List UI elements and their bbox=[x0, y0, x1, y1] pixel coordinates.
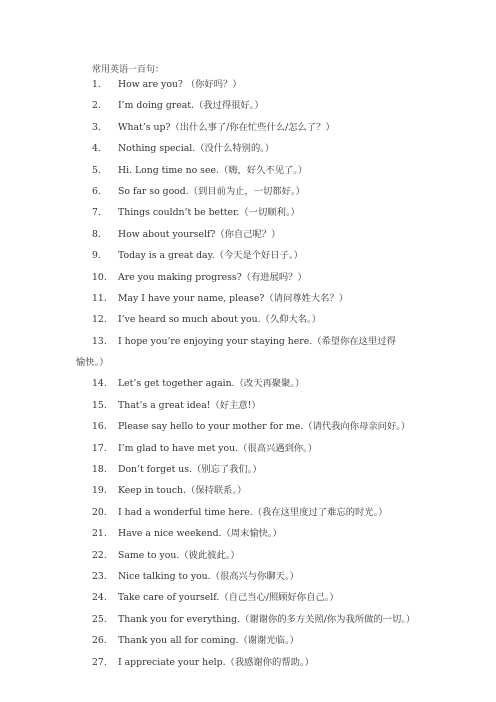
list-item bbox=[0, 186, 496, 207]
list-item bbox=[0, 657, 496, 678]
list-item bbox=[0, 143, 496, 164]
item-number: 27. bbox=[92, 656, 107, 668]
list-item bbox=[0, 464, 496, 485]
list-item bbox=[0, 421, 496, 442]
item-number: 10. bbox=[92, 271, 107, 283]
item-number: 24. bbox=[92, 592, 107, 604]
item-text: Have a nice weekend.（周末愉快。） bbox=[118, 528, 282, 540]
item-number: 20. bbox=[92, 506, 107, 518]
item-number: 17. bbox=[92, 442, 107, 454]
list-item bbox=[0, 229, 496, 250]
item-number: 5. bbox=[92, 164, 101, 176]
item-text: I had a wonderful time here.（我在这里度过了难忘的时光。） bbox=[118, 506, 388, 518]
item-number: 13. bbox=[92, 335, 107, 347]
item-text: Don’t forget us.（别忘了我们。） bbox=[118, 464, 262, 476]
list-item bbox=[0, 635, 496, 656]
item-number: 23. bbox=[92, 571, 107, 582]
list-item bbox=[0, 507, 496, 528]
list-item bbox=[0, 314, 496, 335]
item-text: Today is a great day.（今天是个好日子。） bbox=[118, 250, 303, 262]
list-item bbox=[0, 165, 496, 186]
item-text: Things couldn’t be better.（一切顺利。） bbox=[118, 207, 300, 219]
item-text: Please say hello to your mother for me.（请代我向你母亲问好。） bbox=[118, 421, 411, 433]
item-text: Same to you.（彼此彼此。） bbox=[118, 549, 240, 561]
item-number: 3. bbox=[92, 121, 101, 133]
item-text: Take care of yourself.（自己当心/照顾好你自己。） bbox=[118, 592, 339, 604]
list-item bbox=[0, 250, 496, 271]
item-number: 16. bbox=[92, 421, 107, 433]
item-text: What’s up?（出什么事了/你在忙些什么/怎么了？） bbox=[118, 121, 335, 133]
list-item bbox=[0, 592, 496, 613]
list-item bbox=[0, 272, 496, 293]
list-item bbox=[0, 336, 496, 379]
list-item bbox=[0, 122, 496, 143]
item-number: 26. bbox=[92, 635, 107, 647]
item-number: 25. bbox=[92, 613, 107, 625]
list-item bbox=[0, 550, 496, 571]
item-number: 21. bbox=[92, 528, 107, 540]
item-text: I’m doing great.（我过得很好。） bbox=[118, 100, 264, 112]
list-item bbox=[0, 100, 496, 121]
item-number: 19. bbox=[92, 485, 107, 497]
list-item bbox=[0, 485, 496, 506]
list-item bbox=[0, 207, 496, 228]
item-text: Keep in touch.（保持联系。） bbox=[118, 485, 247, 497]
item-number: 22. bbox=[92, 549, 107, 561]
item-text: I appreciate your help.（我感谢你的帮助。） bbox=[118, 656, 314, 668]
item-text: Nothing special.（没什么特别的。） bbox=[118, 143, 275, 155]
item-text: Let’s get together again.（改天再聚聚。） bbox=[118, 378, 305, 390]
item-text: Are you making progress?（有进展吗？） bbox=[118, 271, 307, 283]
page-title: 常用英语一百句： bbox=[92, 65, 165, 75]
item-text: That’s a great idea!（好主意!） bbox=[118, 399, 261, 411]
item-number: 14. bbox=[92, 378, 107, 390]
item-text: How are you? （你好吗？） bbox=[118, 79, 242, 90]
item-text: May I have your name, please?（请问尊姓大名？） bbox=[118, 292, 349, 304]
list-item bbox=[0, 79, 496, 100]
item-number: 6. bbox=[92, 185, 101, 197]
item-text-continuation: 愉快。） bbox=[76, 356, 109, 368]
item-text: Thank you for everything.（谢谢你的多方关照/你为我所做的一切。） bbox=[118, 613, 416, 625]
list-item bbox=[0, 400, 496, 421]
item-number: 1. bbox=[92, 79, 101, 90]
list-item bbox=[0, 571, 496, 592]
item-number: 4. bbox=[92, 143, 101, 155]
sentence-list bbox=[0, 79, 496, 678]
list-item bbox=[0, 614, 496, 635]
list-item bbox=[0, 443, 496, 464]
item-text: Nice talking to you.（很高兴与你聊天。） bbox=[118, 571, 299, 582]
item-text: I’ve heard so much about you.（久仰大名。） bbox=[118, 314, 321, 326]
item-number: 11. bbox=[92, 292, 107, 304]
item-text: I’m glad to have met you.（很高兴遇到你。） bbox=[118, 442, 318, 454]
item-text: Hi. Long time no see.（嗨，好久不见了。） bbox=[118, 164, 308, 176]
item-number: 7. bbox=[92, 207, 101, 219]
item-number: 18. bbox=[92, 464, 107, 476]
item-text: How about yourself?（你自己呢？） bbox=[118, 228, 281, 240]
list-item bbox=[0, 293, 496, 314]
item-text: Thank you all for coming.（谢谢光临。） bbox=[118, 635, 299, 647]
list-item bbox=[0, 528, 496, 549]
item-text: I hope you’re enjoying your staying here.（希望你在这里过得 bbox=[118, 335, 396, 347]
list-item bbox=[0, 378, 496, 399]
item-number: 9. bbox=[92, 250, 101, 262]
item-number: 8. bbox=[92, 228, 101, 240]
item-number: 12. bbox=[92, 314, 107, 326]
item-number: 15. bbox=[92, 399, 107, 411]
item-text: So far so good.（到目前为止，一切都好。） bbox=[118, 185, 305, 197]
item-number: 2. bbox=[92, 100, 101, 112]
